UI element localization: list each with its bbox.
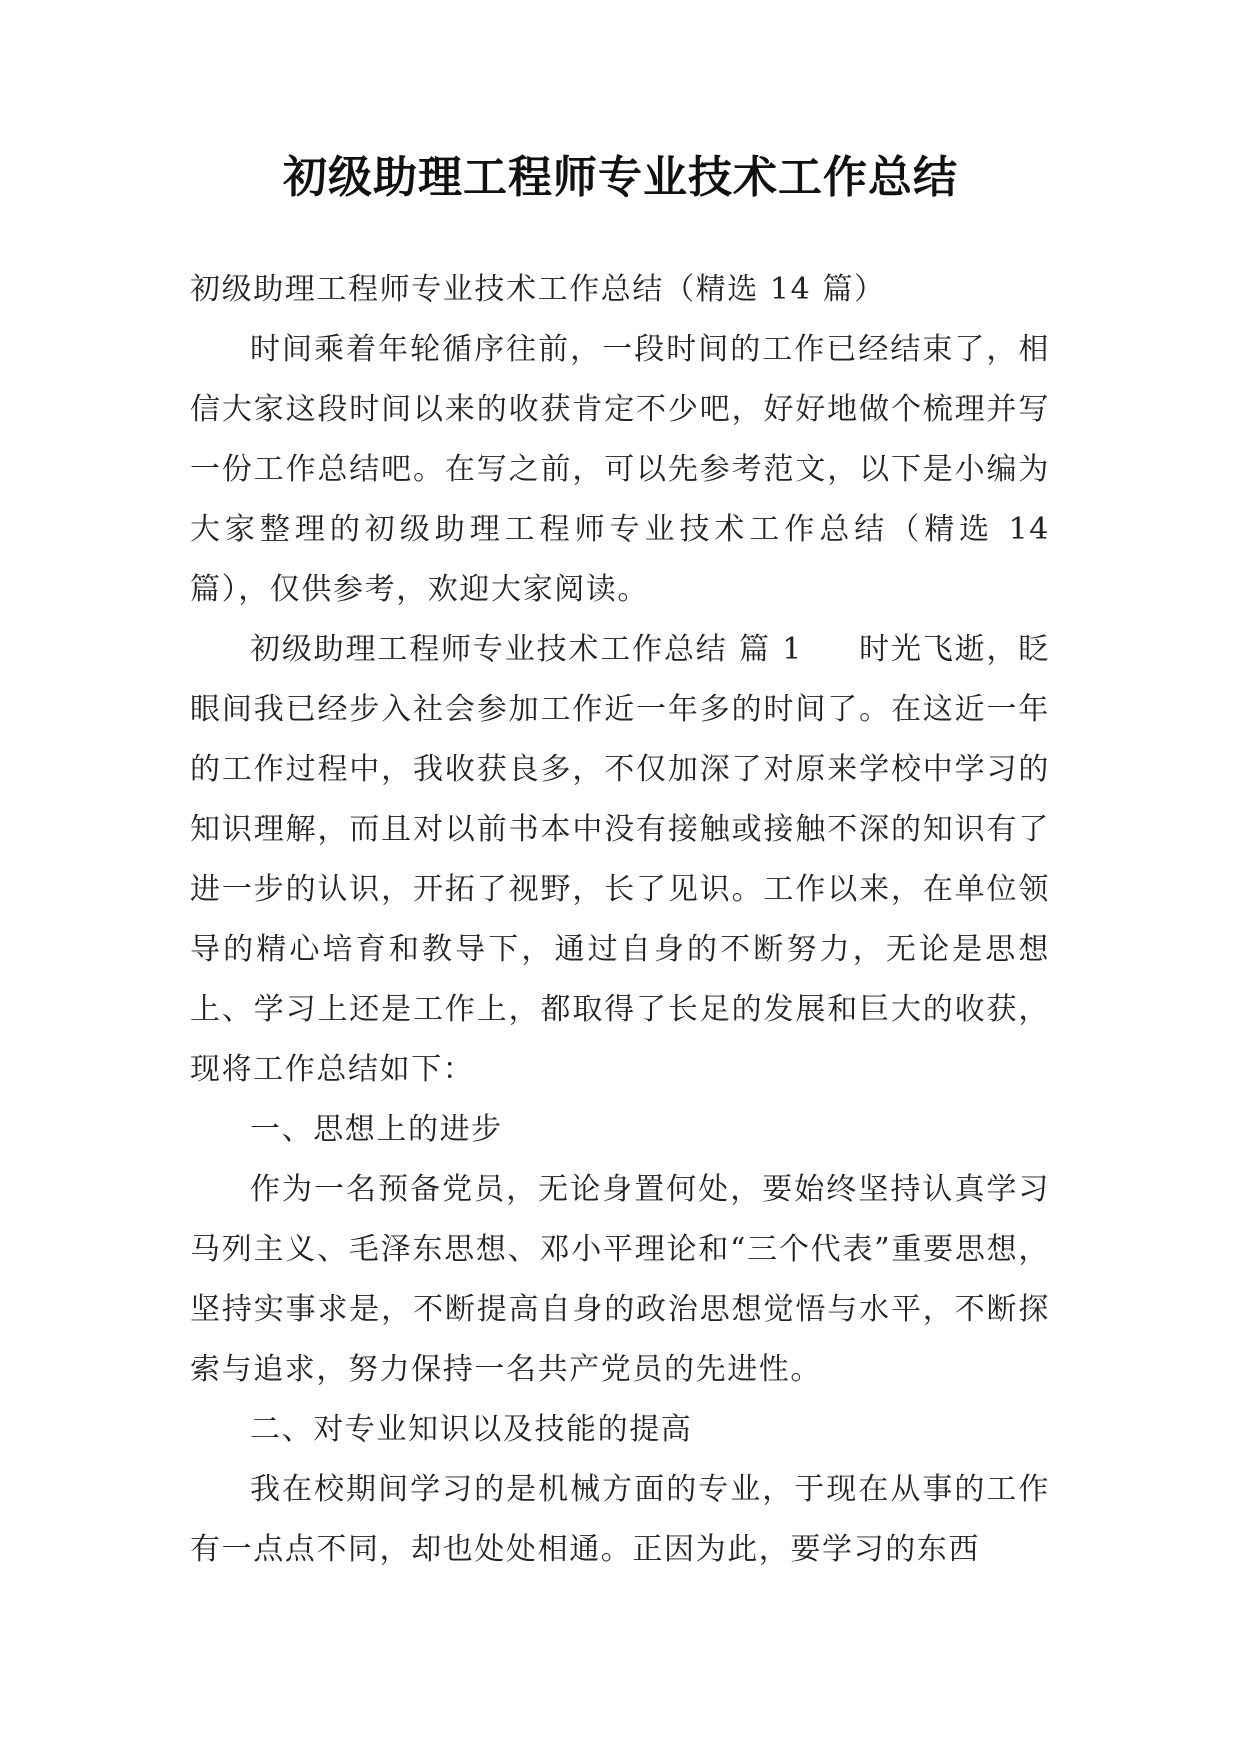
article-paragraph-text: 时光飞逝，眨眼间我已经步入社会参加工作近一年多的时间了。在这近一年的工作过程中，我收获良多，不仅加深了对原来学校中学习的知识理解，而且对以前书本中没有接触或接触不深的知识有了进一步的认识，开拓了视野，长了见识。工作以来，在单位领导的精心培育和教导下，通过自身的不断努力，无论是思想上、学习上还是工作上，都取得了长足的发展和巨大的收获，现将工作总结如下： <box>190 632 1050 1087</box>
section-heading-1: 一、思想上的进步 <box>250 1112 503 1147</box>
document-subtitle: 初级助理工程师专业技术工作总结（精选 14 篇） <box>190 272 886 307</box>
article-paragraph <box>190 620 1050 1100</box>
section-paragraph-1: 作为一名预备党员，无论身置何处，要始终坚持认真学习马列主义、毛泽东思想、邓小平理论和“三个代表”重要思想，坚持实事求是，不断提高自身的政治思想觉悟与水平，不断探索与追求，努力保持一名共产党员的先进性。 <box>190 1172 1050 1387</box>
section-heading-2: 二、对专业知识以及技能的提高 <box>250 1412 693 1447</box>
document-body <box>190 260 1050 1580</box>
document-title: 初级助理工程师专业技术工作总结 <box>283 152 958 203</box>
section-paragraph-2: 我在校期间学习的是机械方面的专业，于现在从事的工作有一点点不同，却也处处相通。正因为此，要学习的东西 <box>190 1472 1050 1567</box>
intro-paragraph: 时间乘着年轮循序往前，一段时间的工作已经结束了，相信大家这段时间以来的收获肯定不少吧，好好地做个梳理并写一份工作总结吧。在写之前，可以先参考范文，以下是小编为大家整理的初级助理工程师专业技术工作总结（精选 14 篇），仅供参考，欢迎大家阅读。 <box>190 332 1050 607</box>
article-heading: 初级助理工程师专业技术工作总结 篇 1 <box>250 632 803 667</box>
